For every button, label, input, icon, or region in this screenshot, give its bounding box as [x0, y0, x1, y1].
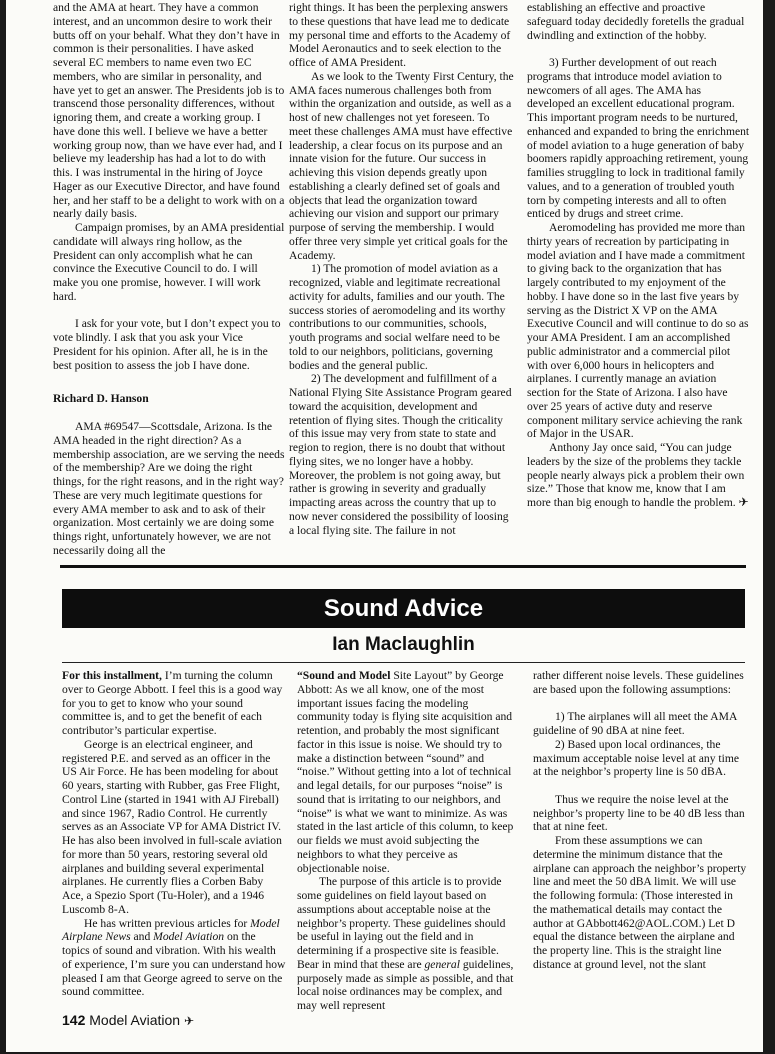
text-run: The purpose of this article is to provide some guidelines on field layout based on assumptions about acceptable noise at the neighbor’s property. These guidelines should be useful in laying out the field and in determining if a prospective site is feasible. Bear in mind that these are [297, 875, 506, 971]
paragraph: As we look to the Twenty First Century, the AMA faces numerous challenges both from within the organization and outside, as well as a host of new challenges not yet foreseen. To meet these challenges AMA must have effective leadership, a clear focus on its purpose and an innate vision for the future. Our success in achieving this vision depends greatly upon establishing a clearly defined set of goals and objects that lead the organization toward achieving our vision and support our primary purpose of serving the membership. I would offer three very simple yet critical goals for the Academy. [289, 69, 514, 262]
paragraph: Campaign promises, by an AMA presidential candidate will always ring hollow, as the President can only accomplish what he can convince the Executive Council to do. I will make you one promise, however. I will work hard. [53, 221, 285, 303]
paragraph [62, 917, 286, 1000]
paragraph: I ask for your vote, but I don’t expect you to vote blindly. I ask that you ask your Vice President for his opinion. After all, he is in the best position to assess the job I have done. [53, 317, 281, 372]
paragraph: 2) The development and fulfillment of a National Flying Site Assistance Program geared toward the acquisition, development and retention of flying sites. Though the criticality of this issue may very from state to state and region to region, there is no doubt that without flying sites, we no longer have a hobby. Moreover, the problem is not going away, but rather is growing in severity and gradually impacting areas across the country that up to now never considered the possibility of loosing a local flying site. The failure in not [289, 372, 512, 537]
publication-title: Model Aviation [153, 930, 225, 944]
assumption-item: 2) Based upon local ordinances, the maximum acceptable noise level at any time at the neighbor’s property line is 50 dBA. [533, 737, 740, 779]
section-divider [60, 565, 746, 568]
section-author: Ian Maclaughlin [332, 634, 475, 655]
page-footer [62, 1012, 194, 1028]
paragraph [527, 441, 751, 510]
paragraph [62, 669, 286, 738]
paragraph: AMA #69547—Scottsdale, Arizona. Is the AMA headed in the right direction? As a membership association, are we serving the needs of the membership? Are we doing the right things, for the right reasons, and in the right way? These are very much legitimate questions for every AMA member to ask and to ask of their organization. Most certainly we are doing some things right, unfortunately however, we are not necessarily doing all the [53, 420, 285, 557]
paragraph: From these assumptions we can determine the minimum distance that the airplane can approach the neighbor’s property line and meet the 50 dBA limit. We will use the following formula: (Those interested in the mathematical details may contact the author at GAbbott462@AOL.COM.) Let D equal the distance between the airplane and the property line. This is the straight line distance at ground level, not the slant [533, 834, 747, 971]
paragraph: Thus we require the noise level at the neighbor’s property line to be 40 dB less than that at nine feet. [533, 792, 745, 834]
column-hanson [53, 1, 285, 558]
section-title: Sound Advice [62, 589, 745, 628]
lead-in: “Sound and Model [297, 669, 391, 682]
column-sound-layout [297, 669, 519, 1013]
airplane-icon: ✈ [738, 495, 749, 509]
publication-title: Model Airplane News [62, 916, 280, 944]
candidate-name: Richard D. Hanson [53, 392, 149, 406]
text-run: on the topics of sound and vibration. With his wealth of experience, I’m sure you can understand how pleased I am that George agreed to serve on the sound committee. [62, 930, 286, 999]
lead-text: Site Layout” by George Abbott: As we all know, one of the most important issues facing the modeling community today is flying site acquisition and retention, and probably the most significant factor in this issue is noise. We should try to make a distinction between “sound” and “noise.” Without getting into a lot of technical and legal details, for our purposes “noise” is sound that is irritating to our neighbors, and “noise” is what we want to minimize. As was stated in the last article of this column, to keep our fields we must avoid subjecting the neighbors to what they perceive as objectionable noise. [297, 669, 514, 875]
paragraph: 3) Further development of out reach programs that introduce model aviation to newcomers of all ages. The AMA has developed an excellent educational program. This important program needs to be nurtured, enhanced and expanded to bring the enrichment of model aviation to a huge generation of baby boomers rapidly approaching retirement, young families struggling to lock in traditional family values, and to a generation of troubled youth torn by competing interests and all to often enticed by drugs and street crime. [527, 56, 750, 221]
paragraph: and the AMA at heart. They have a common interest, and an uncommon desire to work their butts off on your behalf. What they don’t have in common is their personalities. I have asked several EC members to name even two EC members, who are similar in personality, and have yet to get an answer. The Presidents job is to transcend those personality differences, without ignoring them, and create a working group. I have done this well. I believe we have a better working group now, than we have ever had, and I believe my leadership has had a lot to do with this. I was instrumental in the hiring of Joyce Hager as our Executive Director, and have found her, and her staff to be a delight to work with on a nearly daily basis. [53, 1, 285, 221]
magazine-name: Model Aviation [89, 1012, 181, 1028]
paragraph: rather different noise levels. These guidelines are based upon the following assumptions: [533, 669, 744, 696]
text-run: He has written previous articles for [84, 916, 251, 930]
assumption-item: 1) The airplanes will all meet the AMA guideline of 90 dBA at nine feet. [533, 710, 737, 737]
column-sound-assumptions [533, 669, 748, 972]
magazine-page [6, 0, 763, 1052]
paragraph: right things. It has been the perplexing answers to these questions that have lead me to dedicate my personal time and efforts to the Academy of Model Aeronautics and to seek election to the office of AMA President. [289, 1, 511, 69]
byline-divider [62, 662, 745, 663]
column-statement-middle [289, 1, 514, 537]
column-sound-intro [62, 669, 286, 999]
lead-in: For this installment, [62, 669, 162, 682]
paragraph: 1) The promotion of model aviation as a recognized, viable and legitimate recreational activity for adults, families and our youth. The success stories of aeromodeling and its worthy contributions to our communities, schools, youth programs and social welfare need to be told to our neighbors, politicians, governing bodies and the general public. [289, 262, 506, 372]
lead-text: I’m turning the column over to George Abbott. I feel this is a good way for you to get to know who your sound committee is, and to get the benefit of each contributor’s particular expertise. [62, 669, 283, 737]
text-run: and [130, 930, 154, 944]
airplane-icon: ✈ [183, 1014, 195, 1028]
closing-text: Anthony Jay once said, “You can judge leaders by the size of the problems they tackle people nearly always pick a problem their own size.” Those that know me, know that I am more than big enough to handle the problem. [527, 441, 745, 509]
paragraph [297, 875, 519, 1013]
column-statement-right [527, 1, 751, 510]
emphasis: general [424, 957, 460, 971]
paragraph: Aeromodeling has provided me more than thirty years of recreation by participating in model aviation and I have made a commitment to giving back to the organization that has largely contributed to my enjoyment of the hobby. I have done so in the last five years by serving as the District X VP on the AMA Executive Council and will continue to do so as your AMA President. I am an accomplished public administrator and a commercial pilot with over 6,000 hours in helicopters and airplanes. I currently manage an aviation section for the State of Arizona. I also have over 25 years of active duty and reserve component military service achieving the rank of Major in the USAR. [527, 221, 749, 441]
page-number: 142 [62, 1012, 86, 1028]
paragraph: establishing an effective and proactive safeguard today decidedly foretells the gradual dwindling and extinction of the hobby. [527, 1, 745, 42]
paragraph: George is an electrical engineer, and registered P.E. and served as an officer in the US Air Force. He has been modeling for about 60 years, starting with Rubber, gas Free Flight, Control Line (started in 1941 with AJ Fireball) and since 1967, Radio Control. He currently serves as an Associate VP for AMA District IV. He has also been involved in full-scale aviation for more than 50 years, restoring several old airplanes and building several experimental airplanes. He currently flies a Corben Baby Ace, a Spezio Sport (Tu-Holer), and a 1946 Luscomb 8-A. [62, 737, 282, 916]
text-run: guidelines, purposely made as simple as possible, and that local noise ordinances may be complex, and may well represent [297, 957, 514, 1012]
paragraph [297, 669, 519, 875]
